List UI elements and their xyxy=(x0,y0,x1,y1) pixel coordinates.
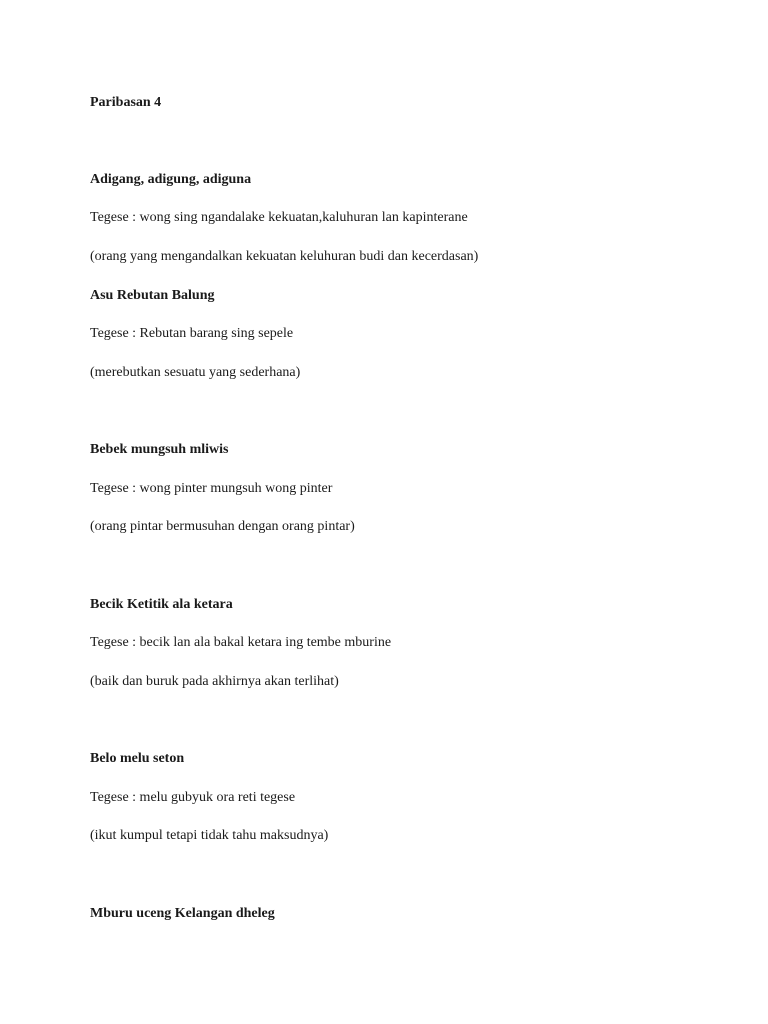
entry-translation-adigang: (orang yang mengandalkan kekuatan keluhuran budi dan kecerdasan) xyxy=(90,249,479,264)
entry-meaning-bebek-mungsuh-mliwis: Tegese : wong pinter mungsuh wong pinter xyxy=(90,481,333,496)
entry-meaning-asu-rebutan-balung: Tegese : Rebutan barang sing sepele xyxy=(90,326,294,341)
entry-heading-asu-rebutan-balung: Asu Rebutan Balung xyxy=(90,288,215,303)
document-title: Paribasan 4 xyxy=(90,95,162,110)
entry-heading-becik-ketitik: Becik Ketitik ala ketara xyxy=(90,597,233,612)
entry-translation-becik-ketitik: (baik dan buruk pada akhirnya akan terlihat) xyxy=(90,674,339,689)
entry-heading-belo-melu-seton: Belo melu seton xyxy=(90,751,185,766)
entry-heading-mburu-uceng: Mburu uceng Kelangan dheleg xyxy=(90,906,275,921)
entry-heading-bebek-mungsuh-mliwis: Bebek mungsuh mliwis xyxy=(90,442,229,457)
entry-meaning-becik-ketitik: Tegese : becik lan ala bakal ketara ing tembe mburine xyxy=(90,635,392,650)
entry-meaning-belo-melu-seton: Tegese : melu gubyuk ora reti tegese xyxy=(90,790,296,805)
entry-meaning-adigang: Tegese : wong sing ngandalake kekuatan,kaluhuran lan kapinterane xyxy=(90,210,468,225)
entry-translation-asu-rebutan-balung: (merebutkan sesuatu yang sederhana) xyxy=(90,365,301,380)
entry-translation-bebek-mungsuh-mliwis: (orang pintar bermusuhan dengan orang pintar) xyxy=(90,519,355,534)
entry-heading-adigang: Adigang, adigung, adiguna xyxy=(90,172,252,187)
entry-translation-belo-melu-seton: (ikut kumpul tetapi tidak tahu maksudnya) xyxy=(90,828,329,843)
